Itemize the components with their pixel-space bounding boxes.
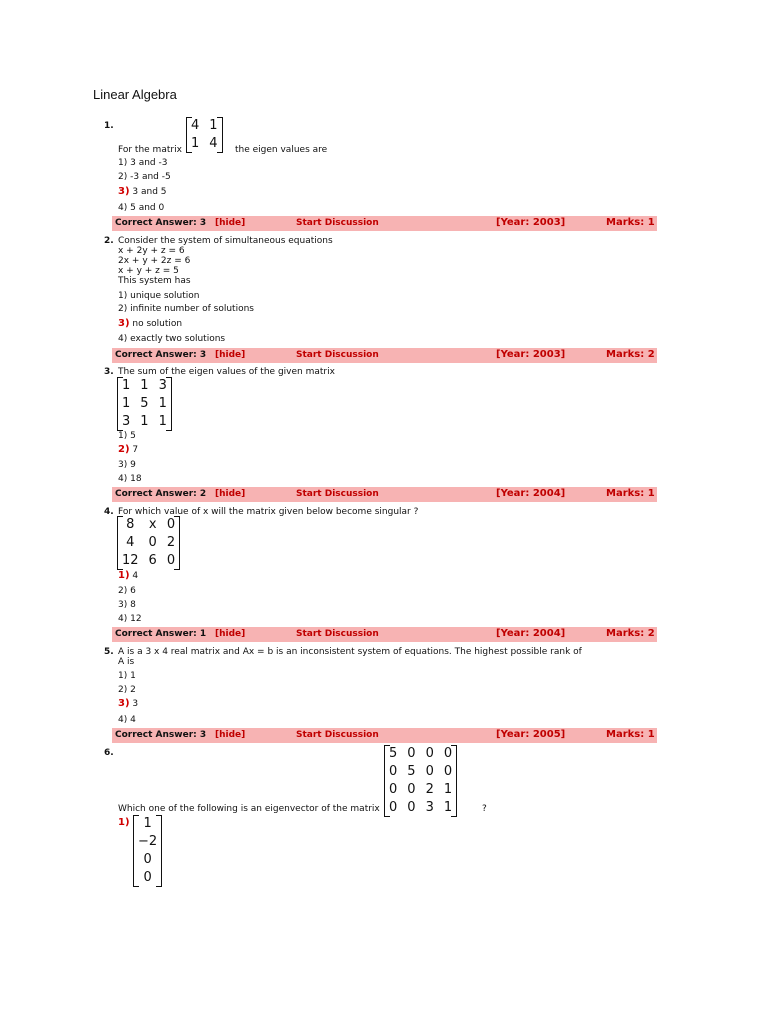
hide-link[interactable]: [hide] [215, 629, 246, 639]
option-3[interactable]: 3) no solution [118, 318, 183, 329]
option-2[interactable]: 2) 7 [118, 444, 139, 455]
question-text: The sum of the eigen values of the given matrix [118, 367, 335, 377]
page-title: Linear Algebra [93, 87, 177, 102]
answer-bar [112, 216, 657, 231]
question-matrix: 1 1 3 1 5 1 3 1 1 [117, 377, 172, 431]
start-discussion-link[interactable]: Start Discussion [296, 730, 379, 740]
year-label: [Year: 2003] [496, 349, 566, 360]
question-text: For the matrix [118, 145, 182, 155]
option-1[interactable]: 1) 5 [118, 431, 136, 441]
question-matrix: 5 0 0 0 0 5 0 0 0 0 2 1 0 0 3 1 [384, 745, 457, 817]
question-text: For which value of x will the matrix given below become singular ? [118, 507, 419, 517]
start-discussion-link[interactable]: Start Discussion [296, 218, 379, 228]
correct-answer: Correct Answer: 3 [115, 218, 207, 228]
option-4[interactable]: 4) 12 [118, 614, 142, 624]
marks-label: Marks: 1 [606, 488, 655, 499]
correct-answer: Correct Answer: 2 [115, 489, 207, 499]
marks-label: Marks: 2 [606, 349, 655, 360]
option-3[interactable]: 3) 3 and 5 [118, 186, 167, 197]
start-discussion-link[interactable]: Start Discussion [296, 629, 379, 639]
marks-label: Marks: 2 [606, 628, 655, 639]
question-number: 2. [104, 236, 114, 246]
question-number: 6. [104, 748, 114, 758]
hide-link[interactable]: [hide] [215, 350, 246, 360]
option-1[interactable]: 1) unique solution [118, 291, 200, 301]
option-2[interactable]: 2) infinite number of solutions [118, 304, 254, 314]
question-text-tail: ? [482, 804, 487, 814]
question-text-line2: A is [118, 657, 135, 667]
question-text: Which one of the following is an eigenvector of the matrix [118, 804, 380, 814]
question-number: 5. [104, 647, 114, 657]
start-discussion-link[interactable]: Start Discussion [296, 350, 379, 360]
question-text-tail: the eigen values are [235, 145, 328, 155]
option-1[interactable]: 1) [118, 817, 130, 828]
question-text: A is a 3 x 4 real matrix and Ax = b is an inconsistent system of equations. The highest possible rank of [118, 647, 582, 657]
equation-3: x + y + z = 5 [118, 266, 179, 276]
option-1[interactable]: 1) 4 [118, 570, 139, 581]
correct-answer: Correct Answer: 1 [115, 629, 207, 639]
option-3[interactable]: 3) 8 [118, 600, 136, 610]
option-2[interactable]: 2) 2 [118, 685, 136, 695]
option-2[interactable]: 2) 6 [118, 586, 136, 596]
hide-link[interactable]: [hide] [215, 489, 246, 499]
option-4[interactable]: 4) 4 [118, 715, 136, 725]
hide-link[interactable]: [hide] [215, 730, 246, 740]
question-matrix: 4 1 1 4 [186, 117, 223, 153]
option-4[interactable]: 4) 5 and 0 [118, 203, 165, 213]
year-label: [Year: 2003] [496, 217, 566, 228]
answer-bar [112, 728, 657, 743]
correct-answer: Correct Answer: 3 [115, 350, 207, 360]
marks-label: Marks: 1 [606, 729, 655, 740]
question-number: 3. [104, 367, 114, 377]
equation-2: 2x + y + 2z = 6 [118, 256, 191, 266]
answer-bar [112, 627, 657, 642]
equation-1: x + 2y + z = 6 [118, 246, 185, 256]
option-4[interactable]: 4) exactly two solutions [118, 334, 226, 344]
question-text-tail: This system has [118, 276, 191, 286]
question-matrix: 8 x 0 4 0 2 12 6 0 [117, 516, 180, 570]
answer-bar [112, 348, 657, 363]
year-label: [Year: 2004] [496, 628, 566, 639]
start-discussion-link[interactable]: Start Discussion [296, 489, 379, 499]
year-label: [Year: 2004] [496, 488, 566, 499]
option-4[interactable]: 4) 18 [118, 474, 142, 484]
hide-link[interactable]: [hide] [215, 218, 246, 228]
year-label: [Year: 2005] [496, 729, 566, 740]
option-1[interactable]: 1) 1 [118, 671, 136, 681]
answer-bar [112, 487, 657, 502]
option-3[interactable]: 3) 3 [118, 698, 139, 709]
option-1[interactable]: 1) 3 and -3 [118, 158, 168, 168]
question-number: 4. [104, 507, 114, 517]
option-2[interactable]: 2) -3 and -5 [118, 172, 171, 182]
option-3[interactable]: 3) 9 [118, 460, 136, 470]
question-text: Consider the system of simultaneous equations [118, 236, 333, 246]
option-1-vector: 1 −2 0 0 [133, 815, 162, 887]
correct-answer: Correct Answer: 3 [115, 730, 207, 740]
question-number: 1. [104, 121, 114, 131]
marks-label: Marks: 1 [606, 217, 655, 228]
